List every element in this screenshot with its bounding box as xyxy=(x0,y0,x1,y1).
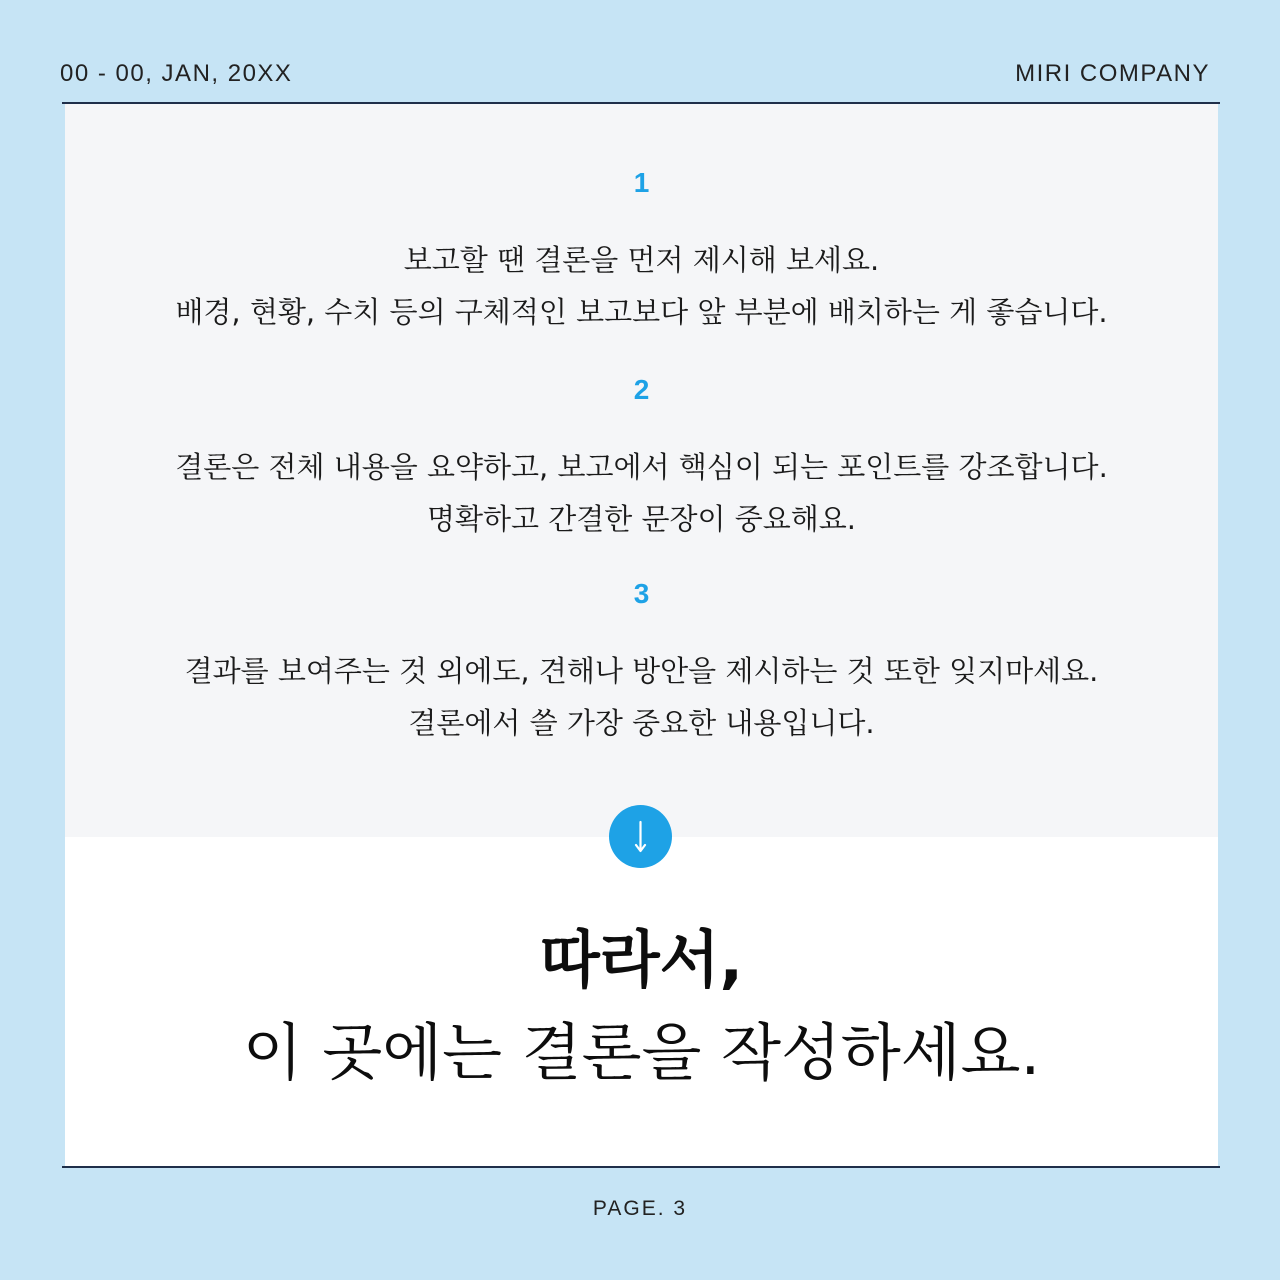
point-text-line: 결과를 보여주는 것 외에도, 견해나 방안을 제시하는 것 또한 잊지마세요. xyxy=(184,654,1099,688)
point-3 xyxy=(65,579,1218,749)
header-date: 00 - 00, JAN, 20XX xyxy=(60,60,293,87)
point-1 xyxy=(65,168,1218,338)
point-number: 1 xyxy=(633,167,650,198)
point-text-line: 결론에서 쓸 가장 중요한 내용입니다. xyxy=(408,706,875,740)
arrow-down-icon xyxy=(609,805,672,868)
point-text-line: 보고할 땐 결론을 먼저 제시해 보세요. xyxy=(403,243,880,277)
point-text-line: 명확하고 간결한 문장이 중요해요. xyxy=(426,502,857,536)
conclusion-text: 이 곳에는 결론을 작성하세요. xyxy=(242,1016,1041,1089)
point-text-line: 배경, 현황, 수치 등의 구체적인 보고보다 앞 부분에 배치하는 게 좋습니다. xyxy=(175,295,1108,329)
bottom-divider xyxy=(62,1166,1220,1168)
conclusion-panel xyxy=(65,837,1218,1166)
header-company: MIRI COMPANY xyxy=(1015,60,1210,87)
point-text-line: 결론은 전체 내용을 요약하고, 보고에서 핵심이 되는 포인트를 강조합니다. xyxy=(175,450,1108,484)
page-number: PAGE. 3 xyxy=(592,1197,688,1220)
conclusion-heading: 따라서, xyxy=(539,923,744,996)
point-number: 2 xyxy=(633,374,650,405)
point-2 xyxy=(65,375,1218,545)
point-number: 3 xyxy=(633,578,650,609)
